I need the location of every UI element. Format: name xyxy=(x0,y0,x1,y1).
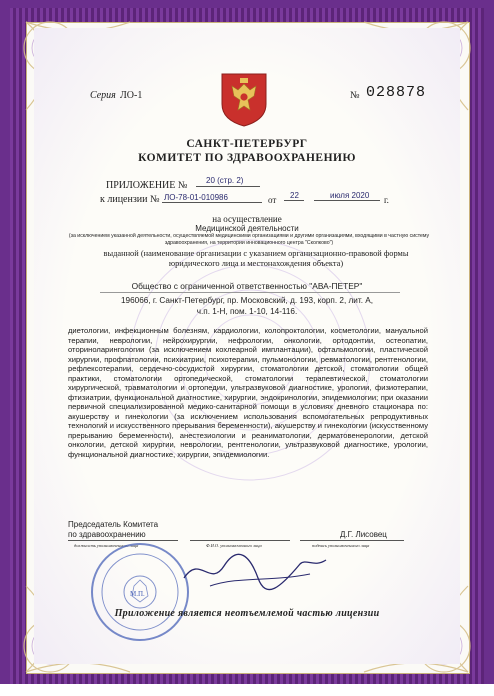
stamp-mp-label: М.П. xyxy=(130,590,145,598)
date-day-underline xyxy=(284,200,304,201)
appendix-underline xyxy=(196,186,260,187)
license-ref-underline xyxy=(162,202,262,203)
signature-underline xyxy=(190,540,290,541)
date-year-suffix: г. xyxy=(384,195,389,205)
series-label: Серия xyxy=(90,90,116,101)
footer-note: Приложение является неотъемлемой частью лицензии xyxy=(114,608,380,619)
authority-city: САНКТ-ПЕТЕРБУРГ xyxy=(186,138,308,150)
appendix-label: ПРИЛОЖЕНИЕ № xyxy=(106,180,188,191)
chair-title-line2: по здравоохранению xyxy=(68,530,146,539)
organization-name: Общество с ограниченной ответственностью "АВА-ПЕТЕР" xyxy=(131,281,363,291)
services-list: диетологии, инфекционным болезням, кардиологии, колопроктологии, косметологии, мануальной терапии, неврологии, нейрохирургии, нефрологии, онкологии, ортодонтии, остеопатии, оториноларингологии (за исключением кохлеарной имплантации), офтальмологии, пластической хирургии, профпатологии, психиатрии, психотерапии, пульмонологии, ревматологии, рентгенологии, рефлексотерапии, сердечно-сосудистой хирургии, стоматологии детской, стоматологии общей практики, стоматологии ортопедической, стоматологии терапевтической, стоматологии хирургической, травматологии и ортопедии, ультразвуковой диагностике, урологии, физиотерапии, фтизиатрии, функциональной диагностике, хирургии, эндокринологии, эпидемиологии; при оказании первичной специализированной медико-санитарной помощи в условиях дневного стационара по: акушерству и гинекологии (за исключением использования вспомогательных репродуктивных технологий и искусственного прерывания беременности), акушерству и гинекологии (искусственному прерыванию беременности), анестезиологии и реаниматологии, дерматовенерологии, детской онкологии, детской хирургии, неврологии, рентгенологии, ультразвуковой диагностике, урологии, функциональной диагностике, хирургии, эпидемиологии. xyxy=(68,326,428,459)
activity-note: (за исключением указанной деятельности, осуществляемой медицинскими организациями и другими организациями, входящими в частную систему здравоохранения, на территории инновационного центра "Сколково") xyxy=(68,233,430,246)
appendix-value: 20 (стр. 2) xyxy=(206,176,244,185)
license-ref-value: ЛО-78-01-010986 xyxy=(164,193,228,202)
authority-committee: КОМИТЕТ ПО ЗДРАВООХРАНЕНИЮ xyxy=(138,152,356,164)
signature-caption: Ф.И.О. уполномоченного лица xyxy=(206,543,262,548)
organization-underline xyxy=(100,292,400,293)
signatory-name: Д.Г. Лисовец xyxy=(340,530,387,539)
date-month-year: июля 2020 xyxy=(330,191,370,200)
issued-caption: выданной (наименование организации с указанием организационно-правовой формы юридического лица и местонахождения объекта) xyxy=(103,249,409,268)
license-number: 028878 xyxy=(366,84,427,101)
position-caption: должность уполномоченного лица xyxy=(74,543,139,548)
handwritten-signature xyxy=(180,548,330,594)
activity-intro: на осуществление xyxy=(212,214,282,224)
date-day: 22 xyxy=(290,191,299,200)
bottom-strip xyxy=(0,684,494,696)
series-value: ЛО-1 xyxy=(120,90,143,101)
activity-type: Медицинской деятельности xyxy=(195,224,299,233)
coat-of-arms-icon xyxy=(218,70,270,128)
chair-title-line1: Председатель Комитета xyxy=(68,520,159,529)
license-ref-label: к лицензии № xyxy=(100,194,160,205)
name-caption: подпись уполномоченного лица xyxy=(312,543,370,548)
organization-address-line1: 196066, г. Санкт-Петербург, пр. Московский, д. 193, корп. 2, лит. А, xyxy=(120,296,373,305)
number-label: № xyxy=(350,90,360,101)
date-from-label: от xyxy=(268,195,277,205)
organization-address-line2: ч.п. 1-Н, пом. 1-10, 14-116. xyxy=(196,307,298,316)
name-underline xyxy=(300,540,404,541)
date-month-underline xyxy=(314,200,380,201)
